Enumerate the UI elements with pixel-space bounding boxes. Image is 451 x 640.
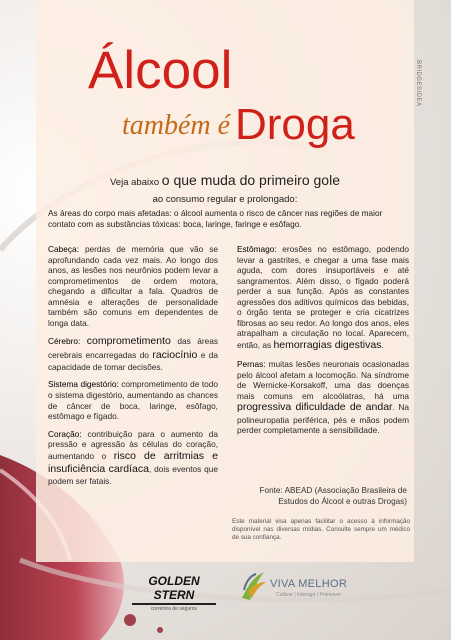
section-emphasis: raciocínio — [152, 348, 198, 361]
section-text: . Na polineuropatia periférica, pés e mãos podem perder completamente a sensibilidade. — [237, 402, 410, 436]
section-heading: Cabeça: — [48, 244, 79, 254]
section-sistema-digestorio — [48, 379, 218, 421]
section-emphasis: risco de arritmias e insuficiência cardíaca — [48, 449, 218, 475]
logo-divider — [132, 603, 216, 605]
viva-melhor-subtitle: Cultivar | Interagir | Promover — [276, 592, 342, 598]
section-cabeca — [48, 244, 218, 328]
source-citation: Fonte: ABEAD (Associação Brasileira de Estudos do Álcool e outras Drogas) — [259, 486, 407, 506]
section-cerebro — [48, 335, 218, 372]
intro-bold: o que muda do primeiro gole — [161, 172, 340, 188]
title-line-1: Álcool — [88, 41, 233, 100]
section-text: muitas lesões neuronais ocasionadas pelo álcool afetam a locomoção. Na síndrome de Wernicke-Korsakoff, uma das doenças mais comuns em alcoólatras, há uma — [237, 359, 409, 401]
section-text: e da capacidade de tomar decisões. — [48, 349, 218, 372]
section-heading: Coração: — [48, 428, 82, 439]
section-heading: Sistema digestório: — [48, 379, 119, 390]
section-estomago — [237, 244, 409, 352]
section-emphasis: progressiva dificuldade de andar — [237, 401, 393, 414]
left-column — [48, 244, 218, 494]
section-heading: Estômago: — [237, 244, 277, 254]
sidebar-text: BRIDGESIDEA — [415, 60, 421, 107]
golden-stern-subtitle: corretora de seguros — [150, 606, 198, 612]
section-heading: Pernas: — [237, 359, 266, 370]
lead-paragraph: As áreas do corpo mais afetadas: o álcool aumenta o risco de câncer nas regiões de maior contato com as substâncias tóxicas: boca, laringe, faringe e esôfago. — [48, 208, 383, 229]
section-text: , dois eventos que podem ser fatais. — [48, 463, 218, 487]
title-line-2-italic: também é — [122, 110, 231, 141]
section-text: das áreas cerebrais encarregadas do — [48, 336, 218, 360]
section-text: erosões no estômago, podendo levar a gastrites, e chegar a uma fase mais aguda, com dores insuportáveis e até sangramentos. Além disso, o fígado poderá perder a sua função. Após as constantes agressões dos aditivos químicos das bebidas, o órgão tenta se proteger e cria cicatrizes fibrosas ao seu redor. Ao longo dos anos, eles atrapalham a circulação no local. Aparecem, então, as — [237, 244, 409, 350]
title-line-2-bold: Droga — [235, 100, 355, 149]
section-pernas — [237, 359, 409, 436]
intro — [60, 173, 390, 207]
section-coracao — [48, 429, 218, 487]
disclaimer-note: Este material visa apenas facilitar o acesso à informação disponível nas diversas mídias. Consulte sempre um médico de sua confiança. — [232, 518, 410, 542]
golden-stern-logo — [128, 574, 220, 612]
section-heading: Cérebro: — [48, 336, 81, 347]
golden-stern-name: GOLDEN STERN — [148, 574, 200, 602]
section-emphasis: comprometimento — [86, 335, 171, 348]
right-column — [237, 244, 409, 443]
intro-pre: Veja abaixo — [110, 177, 162, 188]
section-emphasis: hemorragias digestivas — [273, 338, 382, 351]
section-text: comprometimento de todo o sistema digestório, aumentando as chances de câncer de boca, laringe, esôfago, estômago e fígado. — [48, 379, 218, 422]
section-text: perdas de memória que vão se aprofundando cada vez mais. Ao longo dos anos, as lesões nos neurônios podem levar a comprometimentos de ordem motora, chegando a dificultar a fala. Quadros de amnésia e alterações de personalidade também são comuns em dependentes de longa data. — [48, 244, 218, 328]
intro-post: ao consumo regular e prolongado: — [152, 193, 298, 205]
viva-melhor-logo — [238, 568, 388, 612]
viva-melhor-name: VIVA MELHOR — [270, 578, 348, 590]
section-text: . — [381, 339, 384, 350]
hummingbird-icon — [238, 568, 268, 604]
section-text: contribuição para o aumento da pressão e agressão às células do coração, aumentando o — [48, 428, 218, 461]
